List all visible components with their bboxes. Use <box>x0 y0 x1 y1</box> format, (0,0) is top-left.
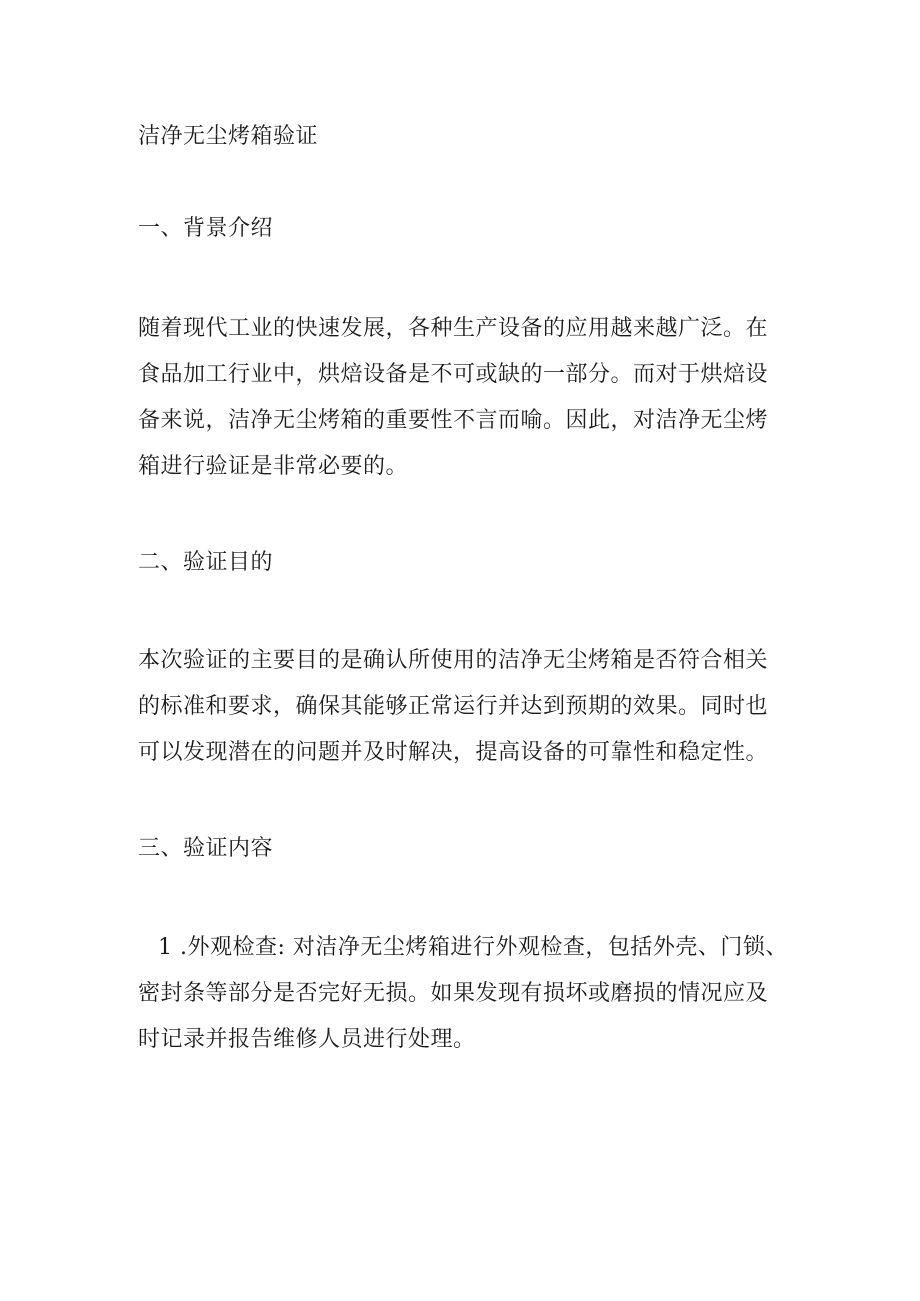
paragraph-line: 食品加工行业中，烘焙设备是不可或缺的一部分。而对于烘焙设 <box>138 362 769 387</box>
paragraph-line: 可以发现潜在的问题并及时解决，提高设备的可靠性和稳定性。 <box>138 740 769 765</box>
document-title: 洁净无尘烤箱验证 <box>138 124 319 149</box>
section-paragraph-purpose <box>138 638 798 776</box>
section-paragraph-background <box>138 306 798 490</box>
paragraph-line: 本次验证的主要目的是确认所使用的洁净无尘烤箱是否符合相关 <box>138 648 769 673</box>
paragraph-line: 备来说，洁净无尘烤箱的重要性不言而喻。因此，对洁净无尘烤 <box>138 408 769 433</box>
section-heading-purpose: 二、验证目的 <box>138 550 274 575</box>
paragraph-line: 的标准和要求，确保其能够正常运行并达到预期的效果。同时也 <box>138 694 769 719</box>
list-item-line: 1 .外观检查: 对洁净无尘烤箱进行外观检查，包括外壳、门锁、 <box>158 935 788 960</box>
paragraph-line: 密封条等部分是否完好无损。如果发现有损坏或磨损的情况应及 <box>138 981 769 1006</box>
section-heading-background: 一、背景介绍 <box>138 216 274 241</box>
section-heading-content: 三、验证内容 <box>138 836 274 861</box>
paragraph-line: 时记录并报告维修人员进行处理。 <box>138 1027 476 1052</box>
section-paragraph-content <box>138 925 798 1063</box>
paragraph-line: 箱进行验证是非常必要的。 <box>138 454 409 479</box>
paragraph-line: 随着现代工业的快速发展，各种生产设备的应用越来越广泛。在 <box>138 316 769 341</box>
